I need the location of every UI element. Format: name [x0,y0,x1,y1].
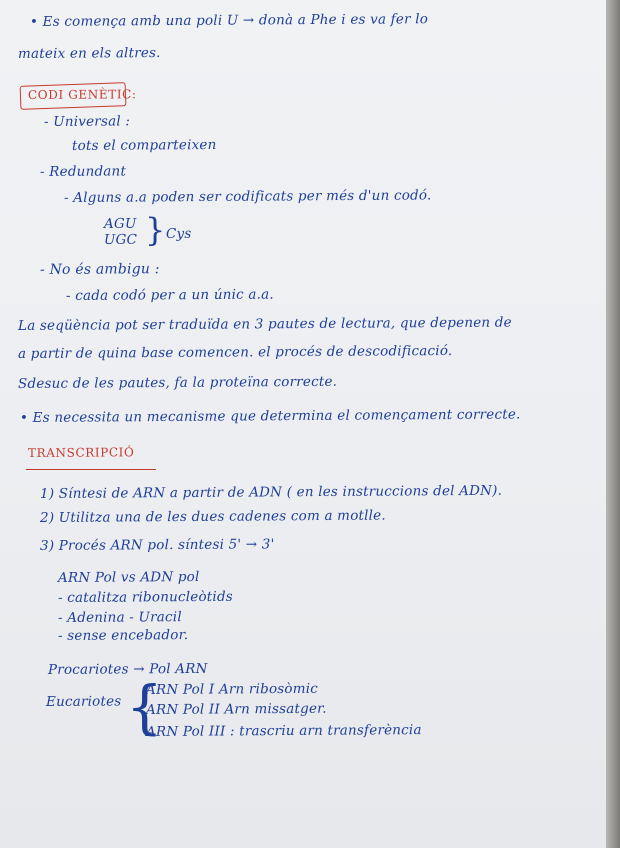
prokaryotes-line: Procariotes → Pol ARN [47,660,208,678]
eukaryotes-pol-1: ARN Pol I Arn ribosòmic [145,680,319,698]
reading-frame-line-2: a partir de quina base comencen. el procés de descodificació. [17,342,453,362]
transcription-step-3: 3) Procés ARN pol. síntesi 5' → 3' [39,536,275,554]
eukaryotes-label: Eucariotes [45,693,122,710]
universal-label: - Universal : [43,113,131,130]
not-ambiguous-label: - No és ambigu : [39,261,160,278]
codon-result: Cys [165,225,192,242]
property-2: - Adenina - Uracil [57,609,182,626]
codon-2: UGC [103,231,138,248]
transcription-heading: TRANSCRIPCIÓ [27,445,135,460]
intro-line-2: mateix en els altres. [17,45,161,62]
universal-detail: tots el comparteixen [71,136,217,154]
property-3: - sense encebador. [57,627,189,644]
redundant-label: - Redundant [39,163,127,180]
property-1: - catalitza ribonucleòtids [57,588,233,606]
genetic-code-heading: CODI GENÈTIC: [27,87,137,102]
eukaryotes-pol-2: ARN Pol II Arn missatger. [145,700,327,718]
page-edge-shadow [606,0,620,848]
rna-vs-dna-polymerase: ARN Pol vs ADN pol [57,569,200,586]
transcription-step-1: 1) Síntesi de ARN a partir de ADN ( en les instruccions del ADN). [39,482,503,502]
codon-brace-icon: } [145,211,166,249]
intro-line-1: • Es comença amb una poli U → donà a Phe i es va fer lo [29,11,429,30]
transcription-heading-underline [26,469,156,470]
codon-1: AGU [103,215,137,232]
not-ambiguous-detail: - cada codó per a un únic a.a. [65,286,274,304]
redundant-detail: - Alguns a.a poden ser codificats per més d'un codó. [63,187,432,206]
eukaryotes-pol-3: ARN Pol III : trascriu arn transferència [145,722,422,740]
transcription-step-2: 2) Utilitza una de les dues cadenes com a motlle. [39,507,386,526]
reading-frame-line-4: • Es necessita un mecanisme que determina el començament correcte. [19,406,521,426]
reading-frame-line-3: Sdesuc de les pautes, fa la proteïna correcte. [17,373,338,392]
reading-frame-line-1: La seqüència pot ser traduïda en 3 pautes de lectura, que depenen de [17,314,512,334]
eukaryotes-brace-icon: { [126,673,163,741]
